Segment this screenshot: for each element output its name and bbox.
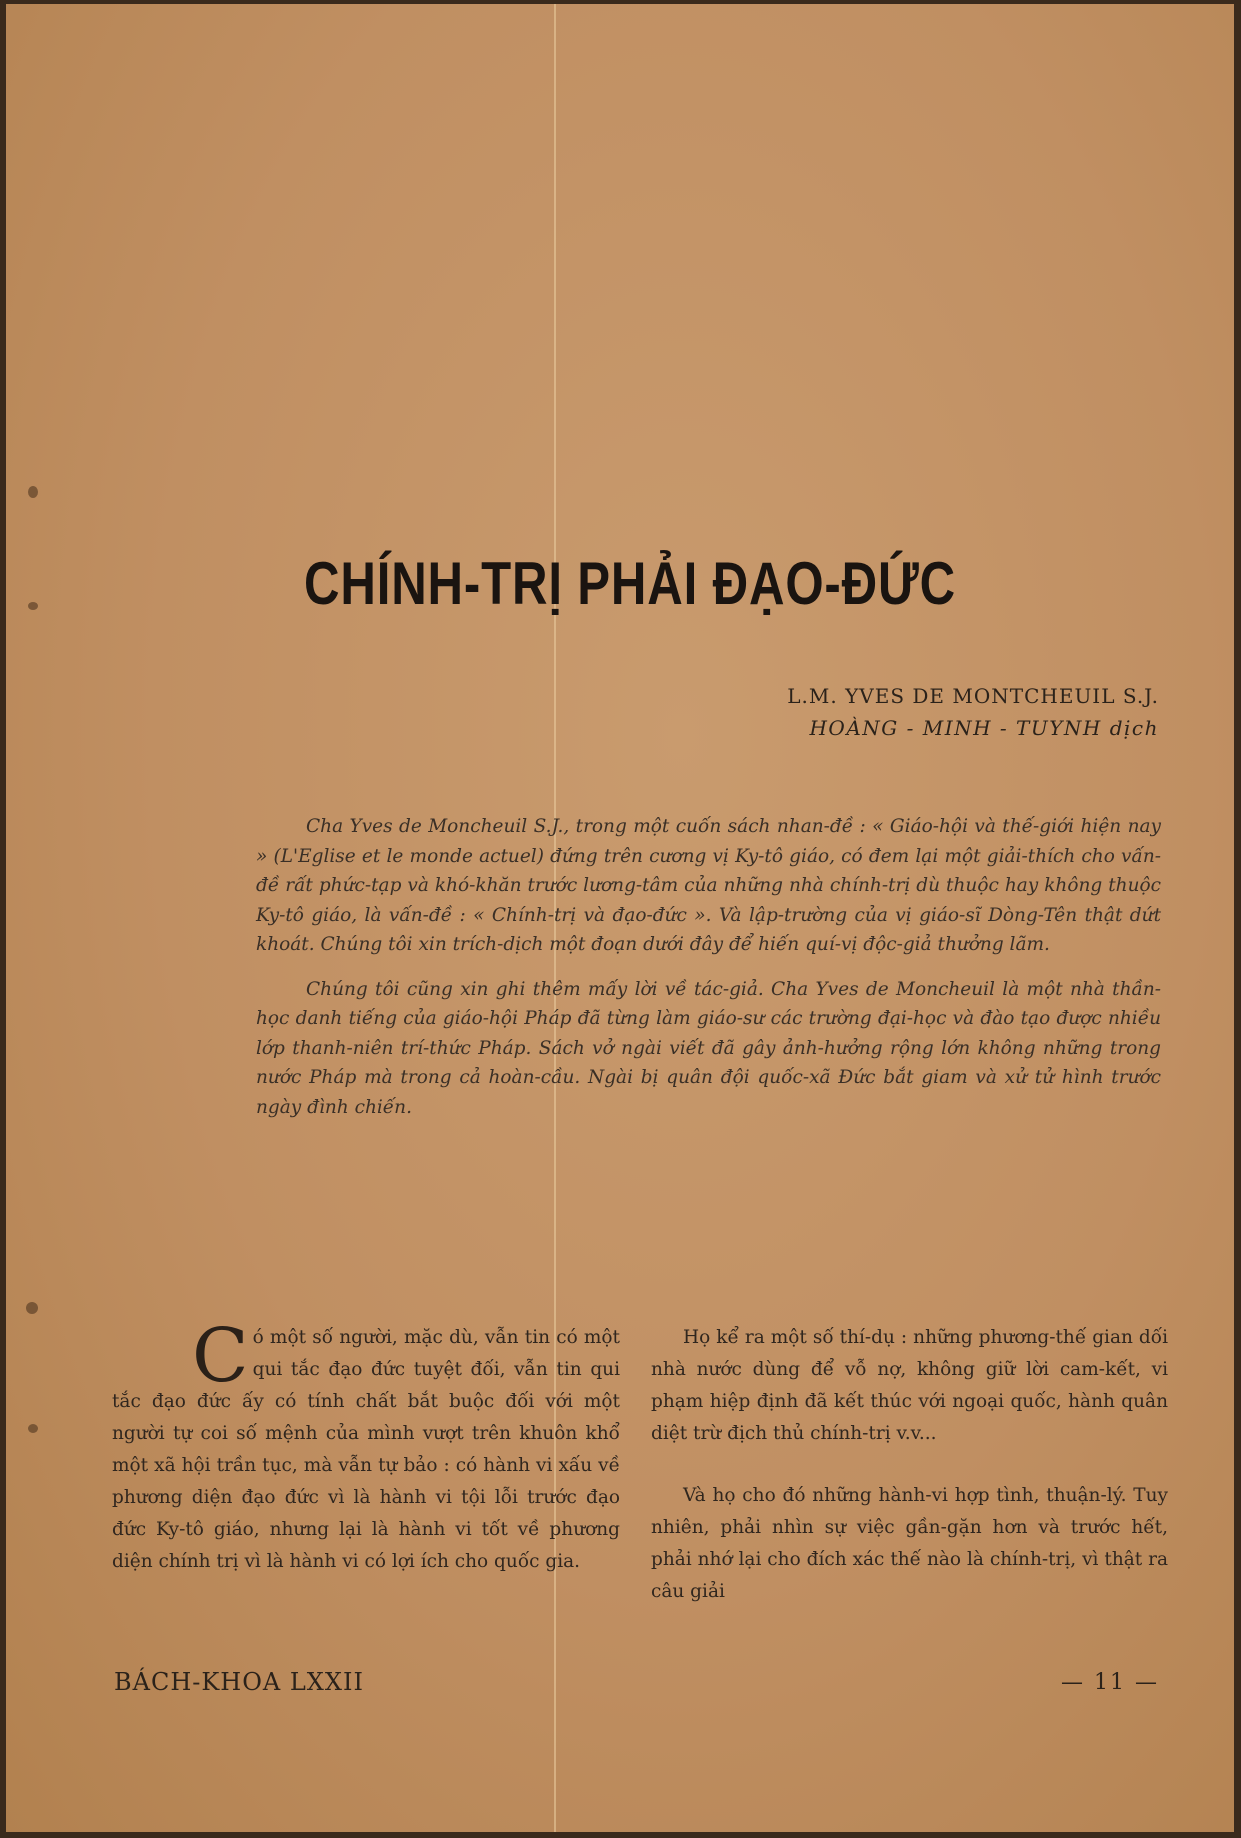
body-paragraph: Và họ cho đó những hành-vi hợp tình, thuận-lý. Tuy nhiên, phải nhìn sự việc gần-gặn hơn và trước hết, phải nhớ lại cho đích xác thế nào là chính-trị, vì thật ra câu giải bbox=[651, 1485, 1168, 1602]
intro-paragraph: Chúng tôi cũng xin ghi thêm mấy lời về tác-giả. Cha Yves de Moncheuil là một nhà thần-học danh tiếng của giáo-hội Pháp đã từng làm giáo-sư các trường đại-học và đào tạo được nhiều lớp thanh-niên trí-thức Pháp. Sách vở ngài viết đã gây ảnh-hưởng rộng lớn không những trong nước Pháp mà trong cả hoàn-cầu. Ngài bị quân đội quốc-xã Đức bắt giam và xử tử hình trước ngày đình chiến. bbox=[256, 978, 1161, 1118]
drop-cap: C bbox=[192, 1313, 249, 1399]
body-paragraph: Họ kể ra một số thí-dụ : những phương-thế gian dối nhà nước dùng để vỗ nợ, không giữ lời cam-kết, vi phạm hiệp định đã kết thúc với ngoại quốc, hành quân diệt trừ địch thủ chính-trị v.v... bbox=[651, 1327, 1168, 1444]
body-paragraph-text: ó một số người, mặc dù, vẫn tin có một qui tắc đạo đức tuyệt đối, vẫn tin qui tắc đạo đức ấy có tính chất bắt buộc đối với một người tự coi số mệnh của mình vượt trên khuôn khổ một xã hội trần tục, mà vẫn tự bảo : có hành vi xấu về phương diện đạo đức vì là hành vi tội lỗi trước đạo đức Ky-tô giáo, nhưng lại là hành vi tốt về phương diện chính trị vì là hành vi có lợi ích cho quốc gia. bbox=[112, 1327, 620, 1572]
journal-name: BÁCH-KHOA LXXII bbox=[114, 1668, 364, 1696]
paper-stain bbox=[28, 486, 38, 498]
body-paragraph bbox=[112, 1313, 620, 1578]
paper-stain bbox=[26, 1302, 38, 1314]
editor-introduction bbox=[256, 812, 1161, 1137]
paper-stain bbox=[28, 602, 38, 610]
article-author: L.M. YVES DE MONTCHEUIL S.J. bbox=[787, 684, 1159, 708]
intro-paragraph: Cha Yves de Moncheuil S.J., trong một cuốn sách nhan-đề : « Giáo-hội và thế-giới hiện nay » (L'Eglise et le monde actuel) đứng trên cương vị Ky-tô giáo, có đem lại một giải-thích cho vấn-đề rất phức-tạp và khó-khăn trước lương-tâm của những nhà chính-trị dù thuộc hay không thuộc Ky-tô giáo, là vấn-đề : « Chính-trị và đạo-đức ». Và lập-trường của vị giáo-sĩ Dòng-Tên thật dứt khoát. Chúng tôi xin trích-dịch một đoạn dưới đây để hiến quí-vị độc-giả thưởng lãm. bbox=[256, 816, 1161, 955]
page-number: — 11 — bbox=[1061, 1670, 1159, 1695]
body-column-left bbox=[112, 1313, 620, 1608]
magazine-page bbox=[6, 4, 1234, 1832]
body-column-right bbox=[651, 1322, 1168, 1638]
paper-stain bbox=[28, 1424, 38, 1433]
article-translator: HOÀNG - MINH - TUYNH dịch bbox=[809, 716, 1159, 740]
article-title: CHÍNH-TRỊ PHẢI ĐẠO-ĐỨC bbox=[304, 550, 956, 617]
